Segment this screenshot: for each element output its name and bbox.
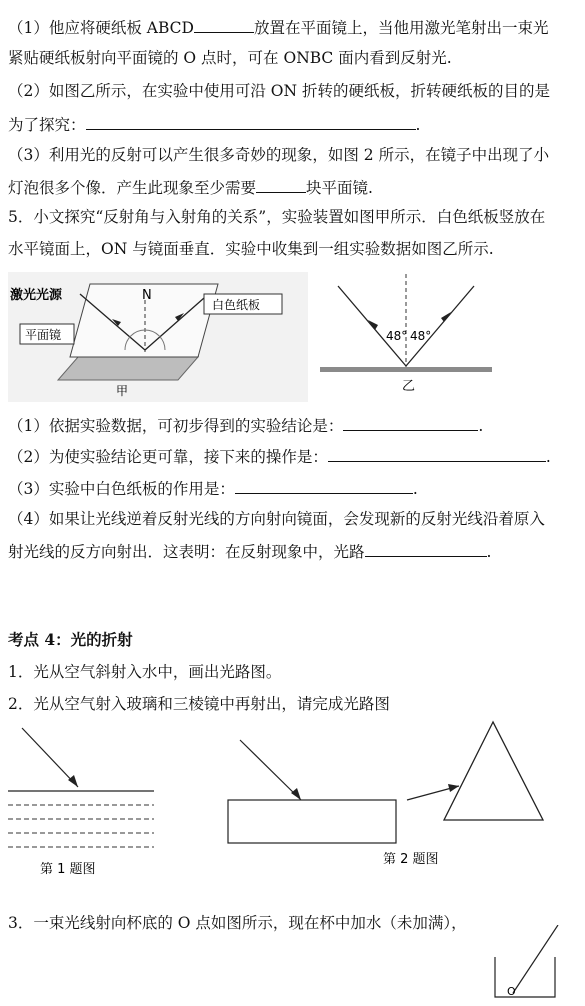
figure-cup <box>485 925 565 1003</box>
answer-blank[interactable] <box>365 540 487 557</box>
kd4-q1: 1．光从空气斜射入水中，画出光路图。 <box>8 663 282 681</box>
mirror-label: 平面镜 <box>25 328 62 342</box>
point-o-label: O <box>507 985 516 998</box>
q-prev-text: 块平面镜. <box>306 179 373 197</box>
answer-blank[interactable] <box>343 414 478 431</box>
caption-q2: 第 2 题图 <box>383 852 439 867</box>
q-prev-text: （1）他应将硬纸板 ABCD <box>8 19 194 37</box>
figure-q2 <box>225 720 575 870</box>
answer-blank[interactable] <box>235 477 413 494</box>
figure-q1 <box>8 725 158 880</box>
answer-blank[interactable] <box>256 176 306 193</box>
q5-text: . <box>412 480 418 498</box>
q-prev-line-5: （3）利用光的反射可以产生很多奇妙的现象，如图 2 所示，在镜子中出现了小 <box>8 146 550 164</box>
q5-sub-1 <box>8 414 580 436</box>
q5-text: . <box>545 448 551 466</box>
q-prev-line-4 <box>8 113 580 135</box>
q5-text: . <box>478 417 484 435</box>
q5-line-1: 5．小文探究“反射角与入射角的关系”，实验装置如图甲所示．白色纸板竖放在 <box>8 208 546 226</box>
kd4-q2: 2．光从空气射入玻璃和三棱镜中再射出，请完成光路图 <box>8 695 390 713</box>
q-prev-text: 放置在平面镜上，当他用激光笔射出一束光 <box>253 19 549 37</box>
caption-yi: 乙 <box>402 379 416 394</box>
caption-jia: 甲 <box>116 384 129 398</box>
normal-label: N <box>142 288 152 303</box>
q5-text: . <box>486 543 492 561</box>
q5-line-2: 水平镜面上，ON 与镜面垂直．实验中收集到一组实验数据如图乙所示. <box>8 240 494 258</box>
angle-right-label: 48° <box>410 329 432 343</box>
laser-label: 激光光源 <box>10 288 63 303</box>
q-prev-line-3: （2）如图乙所示，在实验中使用可沿 ON 折转的硬纸板，折转硬纸板的目的是 <box>8 82 550 100</box>
q-prev-text: 为了探究： <box>8 116 86 134</box>
q5-sub-4-line-2 <box>8 540 580 562</box>
q5-text: 射光线的反方向射出．这表明：在反射现象中，光路 <box>8 543 365 561</box>
answer-blank[interactable] <box>328 445 546 462</box>
q5-text: （3）实验中白色纸板的作用是： <box>8 480 235 498</box>
figure-yi <box>316 272 506 397</box>
q-prev-text: 灯泡很多个像．产生此现象至少需要 <box>8 179 257 197</box>
caption-q1: 第 1 题图 <box>40 862 96 877</box>
section-heading: 考点 4：光的折射 <box>8 630 133 649</box>
paper-label: 白色纸板 <box>212 298 261 312</box>
q-prev-text: . <box>415 116 421 134</box>
kd4-q3: 3．一束光线射向杯底的 O 点如图所示，现在杯中加水（未加满）， <box>8 914 467 932</box>
q-prev-line-6 <box>8 176 580 198</box>
q5-text: （2）为使实验结论更可靠，接下来的操作是： <box>8 448 328 466</box>
q-prev-line-1 <box>8 16 580 38</box>
answer-blank[interactable] <box>194 16 254 33</box>
answer-blank[interactable] <box>86 113 416 130</box>
q5-sub-2 <box>8 445 580 467</box>
angle-left-label: 48° <box>386 329 408 343</box>
q5-text: （1）依据实验数据，可初步得到的实验结论是： <box>8 417 344 435</box>
q-prev-line-2: 紧贴硬纸板射向平面镜的 O 点时，可在 ONBC 面内看到反射光. <box>8 49 452 67</box>
figure-jia <box>8 272 308 402</box>
q5-sub-3 <box>8 477 580 499</box>
q5-sub-4-line-1: （4）如果让光线逆着反射光线的方向射向镜面，会发现新的反射光线沿着原入 <box>8 510 545 528</box>
